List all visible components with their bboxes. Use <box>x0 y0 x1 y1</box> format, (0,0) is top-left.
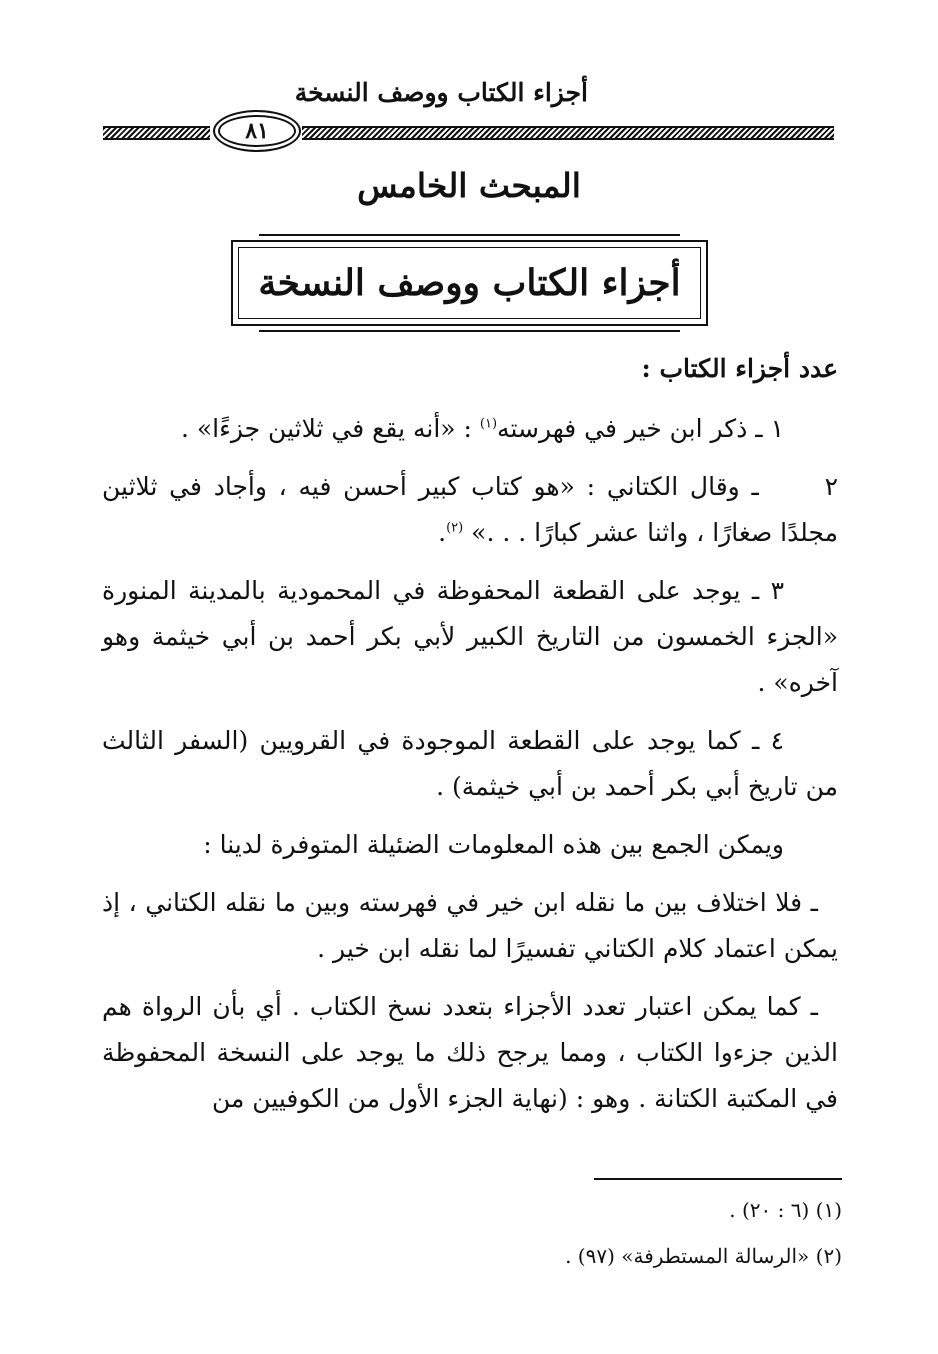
footnote-2: (٢) «الرسالة المستطرفة» (٩٧) . <box>565 1244 842 1268</box>
paragraph-6: ـ فلا اختلاف بين ما نقله ابن خير في فهرسته وبين ما نقله الكتاني ، إذ يمكن اعتماد كلام الكتاني تفسيرًا لما نقله ابن خير . <box>102 888 838 963</box>
item2-text-cont: . <box>438 518 447 547</box>
page-number: ٨١ <box>213 110 301 152</box>
footnote-1: (١) (٦ : ٢٠) . <box>729 1198 842 1222</box>
paragraph-item-2 <box>102 464 838 556</box>
footnotes <box>142 1192 842 1284</box>
footnote-divider <box>594 1178 842 1180</box>
item1-text-cont: : «أنه يقع في ثلاثين جزءًا» . <box>180 414 480 443</box>
header-rule-right <box>302 126 834 140</box>
section-heading: المبحث الخامس <box>357 166 581 205</box>
paragraph-7: ـ كما يمكن اعتبار تعدد الأجزاء بتعدد نسخ الكتاب . أي بأن الرواة هم الذين جزءوا الكتاب ، ومما يرجح ذلك ما يوجد على النسخة المحفوظة في المكتبة الكتانة . وهو : (نهاية الجزء الأول من الكوفيين من <box>102 992 838 1113</box>
chapter-title-frame <box>231 240 708 326</box>
paragraph-item-4: ٤ ـ كما يوجد على القطعة الموجودة في القرويين (السفر الثالث من تاريخ أبي بكر أحمد بن أبي خيثمة) . <box>102 726 838 801</box>
item2-indent <box>771 472 825 501</box>
chapter-title: أجزاء الكتاب ووصف النسخة <box>258 262 681 304</box>
header-rule-left <box>103 126 210 140</box>
paragraph-item-1 <box>102 406 838 452</box>
running-title: أجزاء الكتاب ووصف النسخة <box>294 78 588 107</box>
paragraph-item-3: ٣ ـ يوجد على القطعة المحفوظة في المحمودية بالمدينة المنورة «الجزء الخمسون من التاريخ الكبير لأبي بكر أحمد بن أبي خيثمة وهو آخره» . <box>102 576 838 697</box>
subheading: عدد أجزاء الكتاب : <box>641 354 838 383</box>
item2-text: ٢ ـ وقال الكتاني : «هو كتاب كبير أحسن فيه ، وأجاد في ثلاثين مجلدًا صغارًا ، واثنا عشر كبارًا . . .» <box>102 472 838 547</box>
paragraph-5: ويمكن الجمع بين هذه المعلومات الضئيلة المتوفرة لدينا : <box>203 830 784 859</box>
item1-text: ١ ـ ذكر ابن خير في فهرسته <box>497 414 784 443</box>
footnote-ref-1[interactable]: (١) <box>479 416 498 432</box>
body-text <box>102 346 838 1134</box>
footnote-ref-2[interactable]: (٢) <box>446 520 464 536</box>
